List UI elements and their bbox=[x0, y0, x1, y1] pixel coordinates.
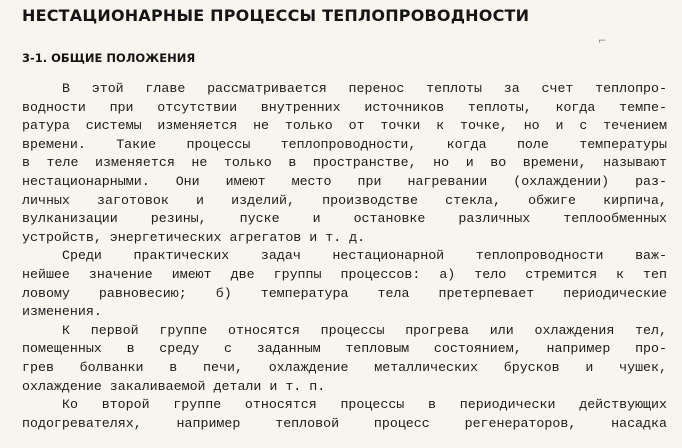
body-text bbox=[22, 80, 667, 433]
text-line: Ко второй группе относятся процессы в периодически действующих bbox=[62, 397, 667, 413]
text-line: В этой главе рассматривается перенос теплоты за счет теплопро- bbox=[62, 81, 667, 96]
text-line: помещенных в среду с заданным тепловым состоянием, например про- bbox=[22, 341, 667, 357]
margin-mark: ⌐ bbox=[598, 36, 607, 47]
text-line: К первой группе относятся процессы прогрева или охлаждения тел, bbox=[62, 322, 667, 338]
text-line: подогревателях, например тепловой процесс регенераторов, насадка bbox=[22, 415, 667, 431]
chapter-title: НЕСТАЦИОНАРНЫЕ ПРОЦЕССЫ ТЕПЛОПРОВОДНОСТИ bbox=[22, 6, 530, 25]
section-title: 3-1. ОБЩИЕ ПОЛОЖЕНИЯ bbox=[22, 51, 196, 65]
paragraph bbox=[22, 396, 667, 433]
text-line: Среди практических задач нестационарной теплопроводности важ- bbox=[62, 248, 667, 264]
text-line: ловому равновесию; б) температура тела претерпевает периодические bbox=[22, 285, 667, 301]
text-line: времени. Такие процессы теплопроводности, когда поле температуры bbox=[22, 136, 667, 152]
text-line: устройств, энергетических агрегатов и т. д. bbox=[22, 229, 366, 245]
text-line: вулканизации резины, пуске и остановке различных теплообменных bbox=[22, 211, 667, 227]
text-line: нестационарными. Они имеют место при нагревании (охлаждении) раз- bbox=[22, 173, 667, 189]
text-line: в теле изменяется не только в пространстве, но и во времени, называют bbox=[22, 155, 667, 171]
paragraph bbox=[22, 80, 667, 247]
text-line: ратура системы изменяется не только от точки к точке, но и с течением bbox=[22, 118, 667, 134]
text-line: изменения. bbox=[22, 304, 102, 320]
text-line: нейшее значение имеют две группы процессов: а) тело стремится к теп bbox=[22, 266, 667, 282]
text-line: грев болванки в печи, охлаждение металлических брусков и чушек, bbox=[22, 359, 667, 375]
text-line: охлаждение закаливаемой детали и т. п. bbox=[22, 378, 326, 394]
paragraph bbox=[22, 247, 667, 321]
paragraph bbox=[22, 322, 667, 396]
text-line: личных заготовок и изделий, производстве стекла, обжиге кирпича, bbox=[22, 192, 667, 208]
text-line: водности при отсутствии внутренних источников теплоты, когда темпе- bbox=[22, 99, 667, 115]
